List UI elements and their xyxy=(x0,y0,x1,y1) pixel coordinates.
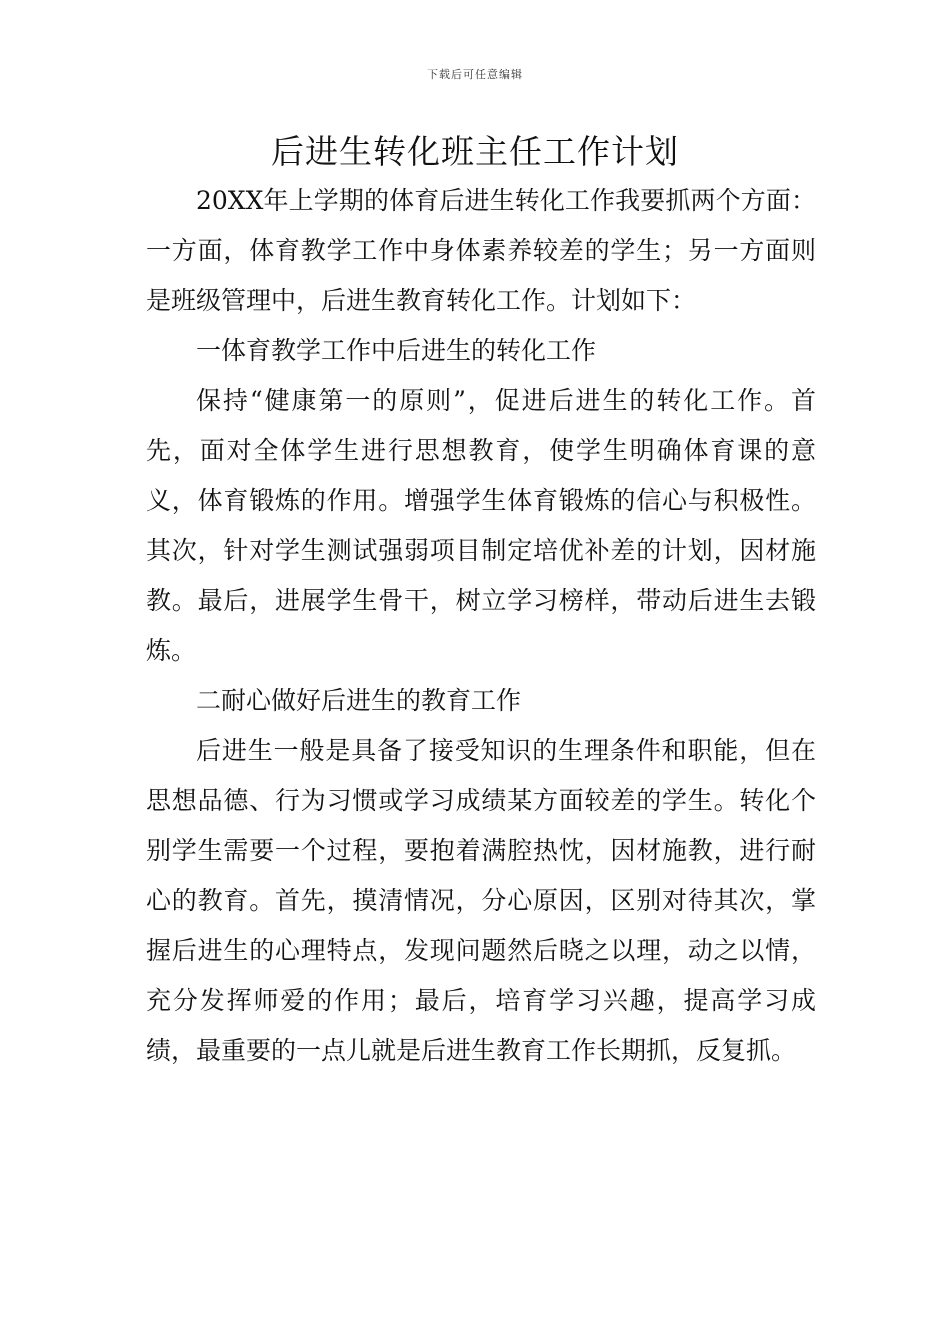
document-title: 后进生转化班主任工作计划 xyxy=(271,132,679,171)
section-heading-1: 一体育教学工作中后进生的转化工作 xyxy=(196,336,597,365)
section-heading-2: 二耐心做好后进生的教育工作 xyxy=(196,686,522,715)
header-note: 下载后可任意编辑 xyxy=(427,68,523,81)
document-body xyxy=(146,176,816,1076)
intro-paragraph: 20XX年上学期的体育后进生转化工作我要抓两个方面：一方面，体育教学工作中身体素养较差的学生；另一方面则是班级管理中，后进生教育转化工作。计划如下： xyxy=(146,186,816,315)
section-1-paragraph: 保持“健康第一的原则”，促进后进生的转化工作。首先，面对全体学生进行思想教育，使学生明确体育课的意义，体育锻炼的作用。增强学生体育锻炼的信心与积极性。其次，针对学生测试强弱项目制定培优补差的计划，因材施教。最后，进展学生骨干，树立学习榜样，带动后进生去锻炼。 xyxy=(146,386,816,665)
section-2-paragraph: 后进生一般是具备了接受知识的生理条件和职能，但在思想品德、行为习惯或学习成绩某方面较差的学生。转化个别学生需要一个过程，要抱着满腔热忱，因材施教，进行耐心的教育。首先，摸清情况，分心原因，区别对待其次，掌握后进生的心理特点，发现问题然后晓之以理，动之以情，充分发挥师爱的作用；最后，培育学习兴趣，提高学习成绩，最重要的一点儿就是后进生教育工作长期抓，反复抓。 xyxy=(146,736,816,1065)
